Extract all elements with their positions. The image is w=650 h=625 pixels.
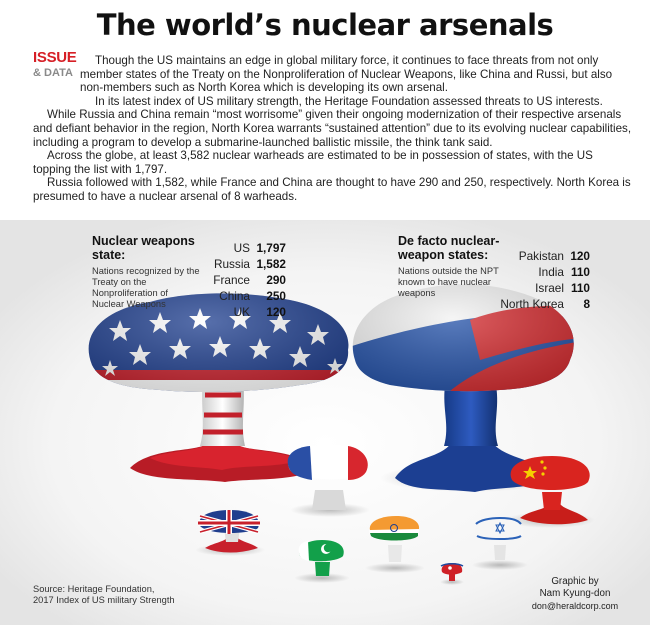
warhead-count: 1,797	[256, 241, 286, 255]
warhead-count: 8	[583, 297, 590, 311]
graphic-credit	[520, 576, 630, 612]
country-label: Pakistan	[518, 249, 564, 263]
arsenal-row	[200, 256, 286, 272]
arsenal-row	[494, 280, 590, 296]
arsenal-row	[494, 264, 590, 280]
article-paragraph-3: While Russia and China remain “most worrisome” given their ongoing modernization of their respective arsenals and defiant behavior in the region, North Korea warrants “sustained attention” due to its evolving nuclear capabilities, including a program to develop a submarine-launched ballistic missile, the think tank said.	[33, 108, 632, 149]
article-paragraph-1: Though the US maintains an edge in global military force, it continues to face threats from not only member states of the Treaty on the Nonproliferation of Nuclear Weapons, like China and Russi, but also non-members such as North Korea which is developing its own arsenal.	[80, 54, 613, 95]
warhead-count: 110	[570, 281, 590, 295]
warhead-count: 110	[570, 265, 590, 279]
warhead-count: 1,582	[256, 257, 286, 271]
arsenal-row	[200, 272, 286, 288]
arsenal-row	[494, 296, 590, 312]
warhead-count: 120	[570, 249, 590, 263]
country-label: China	[219, 289, 250, 303]
nuclear-states-description: Nations recognized by the Treaty on the Nonproliferation of Nuclear Weapons	[92, 266, 200, 309]
warhead-count: 120	[266, 305, 286, 319]
de-facto-states-description: Nations outside the NPT known to have nuclear weapons	[398, 266, 499, 298]
country-label: US	[233, 241, 250, 255]
article-paragraph-5: Russia followed with 1,582, while France and China are thought to have 290 and 250, respectively. North Korea is presumed to have a nuclear arsenal of 8 warheads.	[33, 176, 631, 203]
country-label: France	[213, 273, 250, 287]
arsenal-row	[200, 304, 286, 320]
source-line-1: Source: Heritage Foundation,	[33, 584, 155, 594]
arsenal-row	[200, 240, 286, 256]
article-body	[33, 54, 633, 204]
source-line-2: 2017 Index of US military Strength	[33, 595, 175, 605]
credit-line-1: Graphic by	[551, 576, 599, 587]
nuclear-states-table	[200, 240, 286, 320]
nuclear-weapons-states-panel	[92, 235, 202, 310]
source-note	[33, 584, 175, 606]
country-label: India	[538, 265, 564, 279]
warhead-count: 250	[266, 289, 286, 303]
article-paragraph-2: In its latest index of US military strength, the Heritage Foundation assessed threats to US interests.	[95, 94, 603, 108]
article-paragraph-4: Across the globe, at least 3,582 nuclear warheads are estimated to be in possession of states, with the US topping the list with 1,797.	[33, 149, 593, 176]
nuclear-states-title: Nuclear weapons state:	[92, 234, 195, 262]
country-label: North Korea	[500, 297, 564, 311]
arsenal-row	[200, 288, 286, 304]
arsenal-row	[494, 248, 590, 264]
badge-data: & DATA	[33, 67, 73, 79]
badge-issue: ISSUE	[33, 49, 77, 66]
country-label: Russia	[213, 257, 250, 271]
page-title: The world’s nuclear arsenals	[96, 8, 554, 42]
de-facto-states-title: De facto nuclear-weapon states:	[398, 234, 500, 262]
warhead-count: 290	[266, 273, 286, 287]
credit-line-2: Nam Kyung-don	[539, 588, 611, 599]
credit-email: don@heraldcorp.com	[531, 601, 619, 611]
country-label: Israel	[535, 281, 564, 295]
de-facto-states-table	[494, 248, 590, 312]
country-label: UK	[233, 305, 250, 319]
de-facto-states-panel	[398, 235, 503, 299]
